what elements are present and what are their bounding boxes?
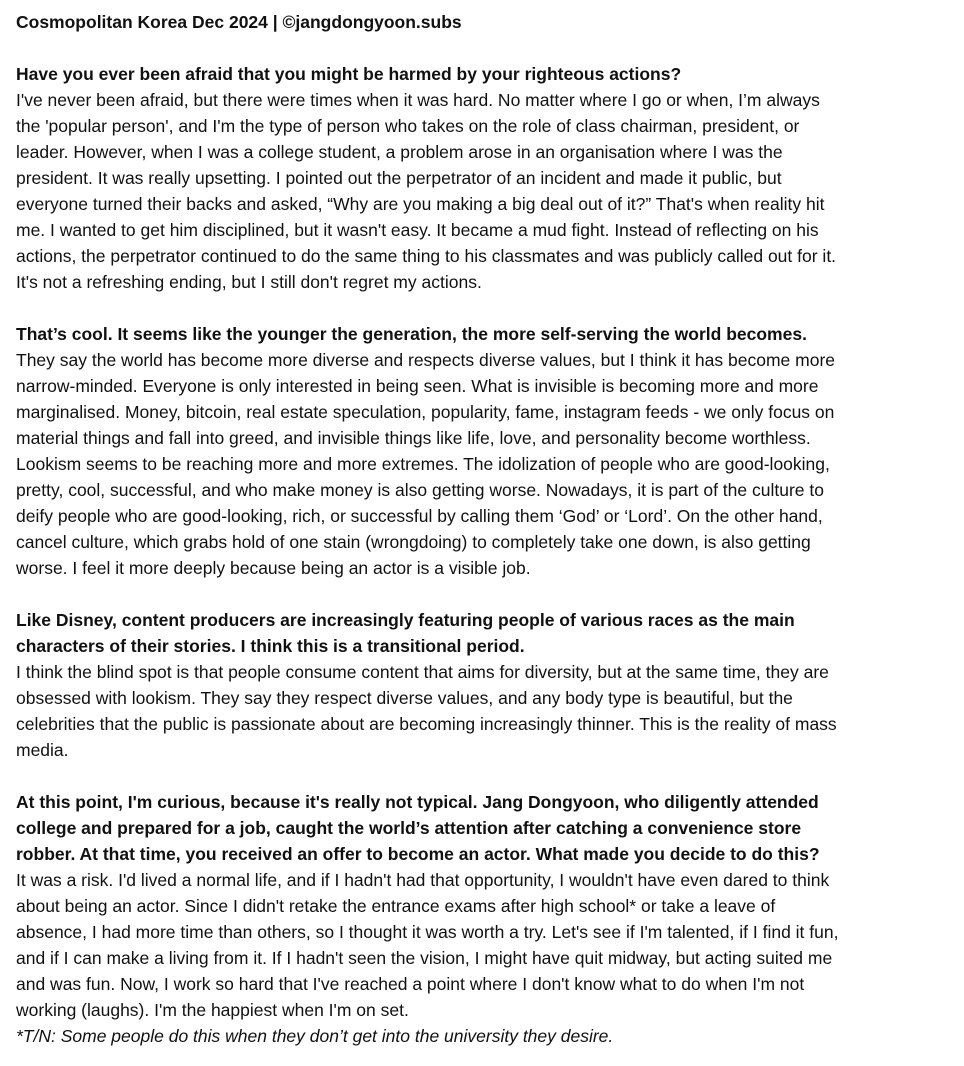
answer-line: pretty, cool, successful, and who make money is also getting worse. Nowadays, it is part of the culture to [16,480,824,500]
question-line: At this point, I'm curious, because it's really not typical. Jang Dongyoon, who diligently attended [16,792,819,812]
answer-line: They say the world has become more diverse and respects diverse values, but I think it has become more [16,350,836,370]
answer-line: Lookism seems to be reaching more and more extremes. The idolization of people who are good-looking, [16,454,830,474]
answer-line: and was fun. Now, I work so hard that I've reached a point where I don't know what to do when I'm not [16,974,805,994]
answer-line: me. I wanted to get him disciplined, but it wasn't easy. It became a mud fight. Instead of reflecting on his [16,220,819,240]
interview-section [16,321,952,581]
answer-line: about being an actor. Since I didn't retake the entrance exams after high school* or take a leave of [16,896,776,916]
question-line: Have you ever been afraid that you might be harmed by your righteous actions? [16,64,682,84]
answer-line: leader. However, when I was a college student, a problem arose in an organisation where I was the [16,142,783,162]
question-line: robber. At that time, you received an offer to become an actor. What made you decide to do this? [16,844,820,864]
answer-line: I think the blind spot is that people consume content that aims for diversity, but at the same time, they are [16,662,829,682]
answer-line: cancel culture, which grabs hold of one stain (wrongdoing) to completely take one down, is also getting [16,532,811,552]
answer-line: It was a risk. I'd lived a normal life, and if I hadn't had that opportunity, I wouldn't have even dared to think [16,870,830,890]
answer-line: actions, the perpetrator continued to do the same thing to his classmates and was publicly called out for it. [16,246,837,266]
answer-line: celebrities that the public is passionate about are becoming increasingly thinner. This is the reality of mass [16,714,837,734]
interview-section [16,789,952,1049]
question-line: college and prepared for a job, caught the world’s attention after catching a convenience store [16,818,802,838]
answer-line: president. It was really upsetting. I pointed out the perpetrator of an incident and made it public, but [16,168,782,188]
interview-section [16,61,952,295]
document-title: Cosmopolitan Korea Dec 2024 | ©jangdongyoon.subs [16,12,462,32]
answer-line: material things and fall into greed, and invisible things like life, love, and personality become worthless. [16,428,811,448]
answer-line: everyone turned their backs and asked, “Why are you making a big deal out of it?” That's when reality hit [16,194,825,214]
interview-section [16,607,952,763]
question-line: characters of their stories. I think this is a transitional period. [16,636,525,656]
question-line: Like Disney, content producers are increasingly featuring people of various races as the main [16,610,795,630]
answer-line: I've never been afraid, but there were times when it was hard. No matter where I go or when, I’m always [16,90,820,110]
answer-line: deify people who are good-looking, rich, or successful by calling them ‘God’ or ‘Lord’. On the other hand, [16,506,823,526]
answer-line: and if I can make a living from it. If I hadn't seen the vision, I might have quit midway, but acting suited me [16,948,833,968]
answer-line: It's not a refreshing ending, but I still don't regret my actions. [16,272,482,292]
interview-sections [16,61,952,1049]
translator-note: *T/N: Some people do this when they don’t get into the university they desire. [16,1026,614,1046]
answer-line: worse. I feel it more deeply because being an actor is a visible job. [16,558,531,578]
answer-line: working (laughs). I'm the happiest when I'm on set. [16,1000,409,1020]
answer-line: narrow-minded. Everyone is only interested in being seen. What is invisible is becoming more and more [16,376,819,396]
answer-line: marginalised. Money, bitcoin, real estate speculation, popularity, fame, instagram feeds - we only focus on [16,402,835,422]
answer-line: absence, I had more time than others, so I thought it was worth a try. Let's see if I'm talented, if I find it fun, [16,922,839,942]
answer-line: media. [16,740,69,760]
question-line: That’s cool. It seems like the younger the generation, the more self-serving the world becomes. [16,324,807,344]
answer-line: obsessed with lookism. They say they respect diverse values, and any body type is beautiful, but the [16,688,793,708]
answer-line: the 'popular person', and I'm the type of person who takes on the role of class chairman, president, or [16,116,800,136]
